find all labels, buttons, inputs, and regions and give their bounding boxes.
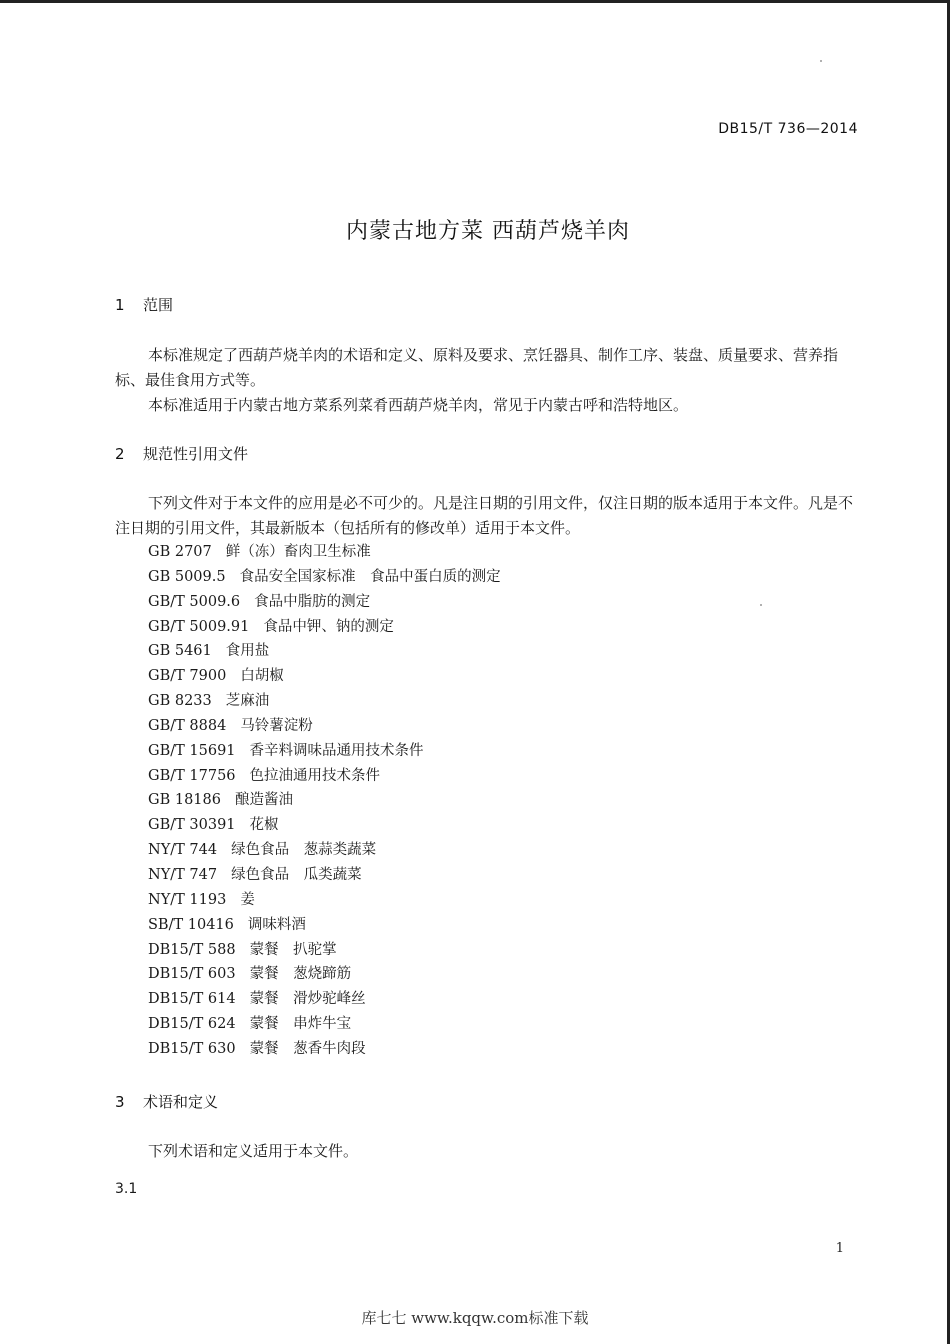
reference-title: 白胡椒: [240, 668, 284, 685]
reference-code: DB15/T 614: [148, 991, 236, 1008]
scan-speck: [760, 604, 762, 606]
reference-item: [148, 590, 501, 615]
section-title: 术语和定义: [143, 1093, 219, 1111]
reference-title: 绿色食品 葱蒜类蔬菜: [231, 842, 377, 859]
section-title: 规范性引用文件: [143, 445, 249, 463]
reference-code: SB/T 10416: [148, 916, 234, 933]
reference-code: DB15/T 624: [148, 1016, 236, 1033]
reference-title: 酿造酱油: [234, 792, 293, 809]
reference-title: 马铃薯淀粉: [240, 717, 313, 734]
section-number: 2: [115, 445, 125, 463]
reference-code: GB 18186: [148, 792, 221, 809]
reference-item: [148, 962, 501, 987]
reference-title: 蒙餐 葱香牛肉段: [249, 1040, 366, 1057]
reference-code: GB/T 7900: [148, 668, 227, 685]
reference-code: GB 5461: [148, 643, 212, 660]
reference-code: GB/T 17756: [148, 767, 236, 784]
reference-title: 绿色食品 瓜类蔬菜: [231, 866, 362, 883]
reference-item: [148, 938, 501, 963]
reference-item: [148, 1012, 501, 1037]
reference-code: GB/T 8884: [148, 717, 227, 734]
reference-item: [148, 888, 501, 913]
reference-title: 鲜（冻）畜肉卫生标准: [225, 544, 371, 560]
section-2-heading: [115, 443, 248, 464]
reference-title: 芝麻油: [225, 693, 270, 710]
reference-title: 蒙餐 扒驼掌: [249, 941, 337, 958]
reference-code: GB 5009.5: [148, 568, 226, 585]
reference-title: 蒙餐 滑炒驼峰丝: [249, 991, 366, 1008]
clause-number: 3.1: [115, 1181, 138, 1197]
reference-item: [148, 1037, 501, 1062]
reference-title: 食品中钾、钠的测定: [263, 618, 394, 635]
reference-code: DB15/T 588: [148, 941, 236, 958]
reference-item: [148, 664, 501, 689]
reference-item: [148, 913, 501, 938]
section-number: 1: [115, 296, 125, 314]
reference-code: GB/T 5009.91: [148, 618, 250, 635]
reference-item: [148, 540, 501, 565]
section-2-paragraph-1: 下列文件对于本文件的应用是必不可少的。凡是注日期的引用文件，仅注日期的版本适用于本文件。凡是不注日期的引用文件，其最新版本（包括所有的修改单）适用于本文件。: [115, 494, 854, 537]
reference-title: 姜: [240, 891, 255, 908]
reference-code: GB/T 5009.6: [148, 593, 241, 610]
reference-code: DB15/T 603: [148, 966, 236, 983]
reference-item: [148, 813, 501, 838]
footer-watermark: 库七七 www.kqqw.com标准下载: [361, 1309, 589, 1327]
reference-code: GB/T 30391: [148, 817, 236, 834]
reference-item: [148, 838, 501, 863]
reference-title: 调味料酒: [247, 916, 306, 933]
standard-code: DB15/T 736—2014: [718, 121, 858, 137]
section-1-paragraph-2: 本标准适用于内蒙古地方菜系列菜肴西葫芦烧羊肉，常见于内蒙古呼和浩特地区。: [148, 396, 689, 414]
section-1-paragraph-1: 本标准规定了西葫芦烧羊肉的术语和定义、原料及要求、烹饪器具、制作工序、装盘、质量要求、营养指标、最佳食用方式等。: [115, 346, 839, 389]
document-title: 内蒙古地方菜 西葫芦烧羊肉: [346, 219, 630, 244]
reference-item: [148, 714, 501, 739]
page-number: 1: [835, 1241, 844, 1256]
reference-code: DB15/T 630: [148, 1040, 236, 1057]
reference-item: [148, 987, 501, 1012]
reference-code: GB/T 15691: [148, 742, 236, 759]
reference-item: [148, 788, 501, 813]
scan-edge-top: [0, 0, 950, 3]
section-3-paragraph-1: 下列术语和定义适用于本文件。: [148, 1142, 359, 1160]
reference-title: 食用盐: [225, 643, 270, 660]
reference-title: 食品安全国家标准 食品中蛋白质的测定: [239, 568, 501, 585]
reference-title: 食品中脂肪的测定: [254, 593, 371, 610]
reference-code: NY/T 747: [148, 866, 218, 883]
reference-item: [148, 565, 501, 590]
section-title: 范围: [143, 296, 174, 314]
section-number: 3: [115, 1093, 125, 1111]
reference-title: 色拉油通用技术条件: [249, 767, 381, 784]
scan-speck: [820, 60, 822, 62]
reference-title: 香辛料调味品通用技术条件: [249, 742, 424, 759]
reference-title: 花椒: [249, 817, 279, 834]
section-1-heading: [115, 294, 173, 315]
reference-item: [148, 689, 501, 714]
reference-item: [148, 764, 501, 789]
reference-code: NY/T 744: [148, 842, 218, 859]
reference-item: [148, 863, 501, 888]
reference-code: GB 8233: [148, 693, 212, 710]
reference-code: NY/T 1193: [148, 891, 227, 908]
section-3-heading: [115, 1091, 218, 1112]
reference-code: GB 2707: [148, 544, 212, 560]
reference-title: 蒙餐 串炸牛宝: [249, 1016, 352, 1033]
reference-title: 蒙餐 葱烧蹄筋: [249, 966, 352, 983]
normative-reference-list: [148, 540, 501, 1062]
reference-item: [148, 739, 501, 764]
reference-item: [148, 615, 501, 640]
reference-item: [148, 639, 501, 664]
